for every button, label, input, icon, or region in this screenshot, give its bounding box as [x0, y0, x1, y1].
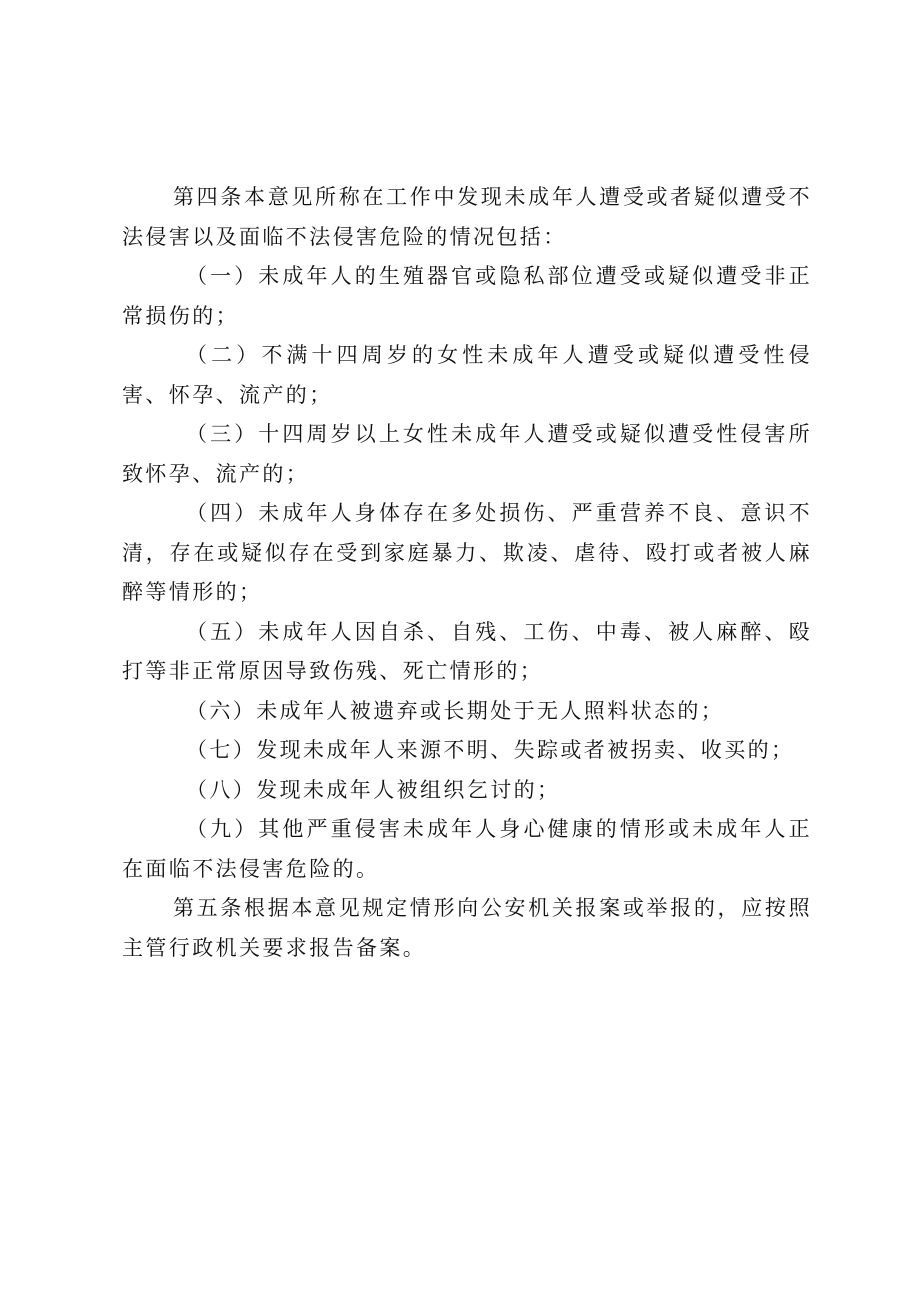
article-4-item-1: （一）未成年人的生殖器官或隐私部位遭受或疑似遭受非正常损伤的； — [122, 264, 812, 328]
article-4-item-6: （六）未成年人被遗弃或长期处于无人照料状态的； — [186, 698, 725, 723]
document-body — [122, 178, 812, 968]
article-4-item-5: （五）未成年人因自杀、自残、工伤、中毒、被人麻醉、殴打等非正常原因导致伤残、死亡情形的； — [122, 619, 812, 683]
article-4-item-7: （七）发现未成年人来源不明、失踪或者被拐卖、收买的； — [186, 738, 795, 762]
article-4-item-3: （三）十四周岁以上女性未成年人遭受或疑似遭受性侵害所致怀孕、流产的； — [122, 422, 812, 486]
article-5: 第五条根据本意见规定情形向公安机关报案或举报的，应按照主管行政机关要求报告备案。 — [122, 896, 812, 960]
article-4-item-4: （四）未成年人身体存在多处损伤、严重营养不良、意识不清，存在或疑似存在受到家庭暴力、欺凌、虐待、殴打或者被人麻醉等情形的； — [122, 501, 812, 604]
article-4-item-8: （八）发现未成年人被组织乞讨的； — [186, 777, 561, 802]
article-4-item-9: （九）其他严重侵害未成年人身心健康的情形或未成年人正在面临不法侵害危险的。 — [122, 817, 812, 881]
article-4-intro: 第四条本意见所称在工作中发现未成年人遭受或者疑似遭受不法侵害以及面临不法侵害危险的情况包括： — [122, 185, 812, 249]
article-4-item-2: （二）不满十四周岁的女性未成年人遭受或疑似遭受性侵害、怀孕、流产的； — [122, 343, 812, 407]
